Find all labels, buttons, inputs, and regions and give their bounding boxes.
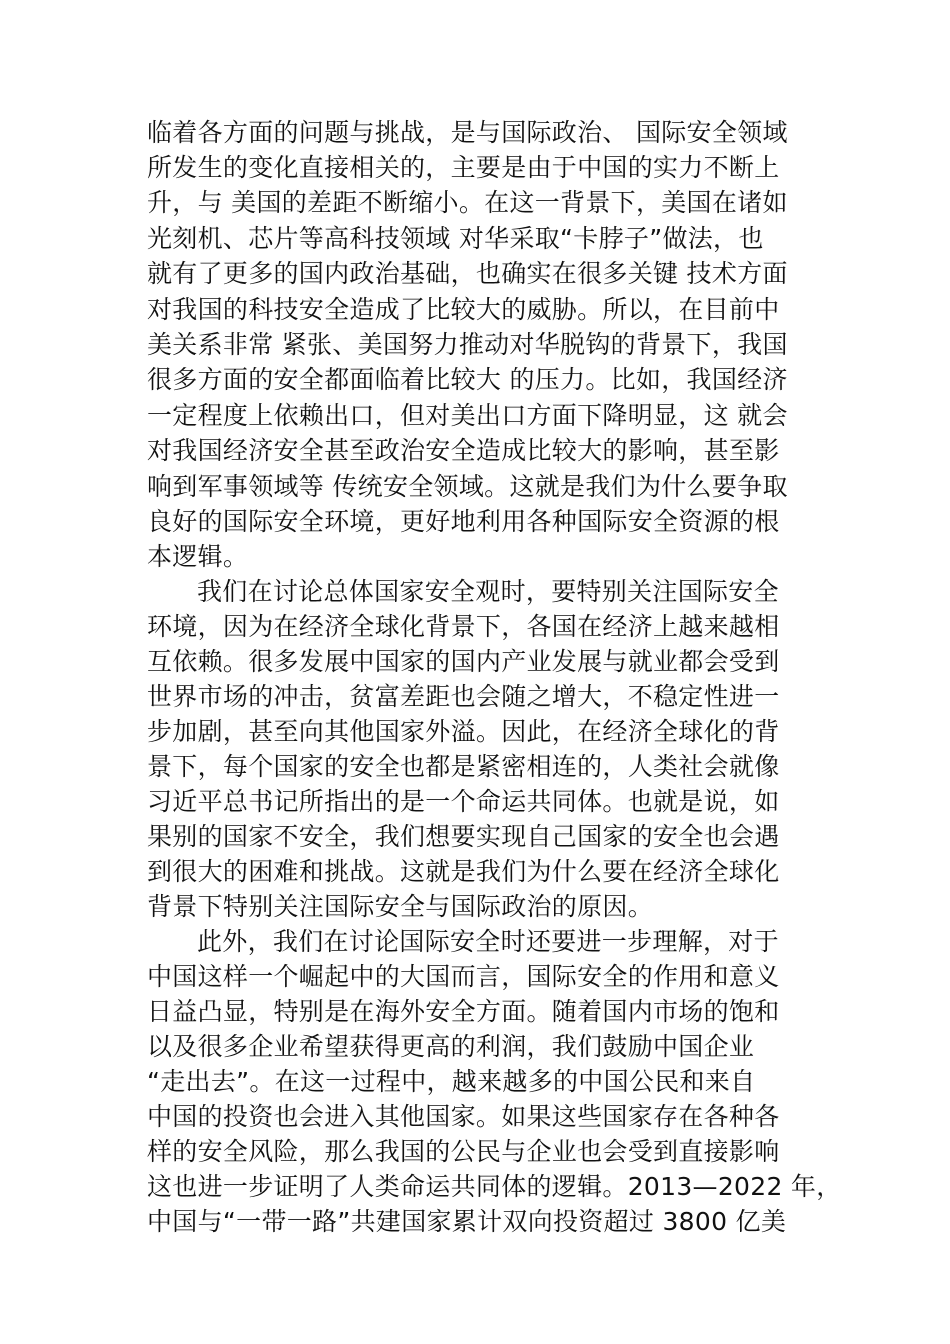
text-line: 中国的投资也会进入其他国家。如果这些国家存在各种各 [147,1102,780,1131]
text-line: 对我国经济安全甚至政治安全造成比较大的影响，甚至影 [147,436,780,465]
text-line: “走出去”。在这一过程中，越来越多的中国公民和来自 [147,1067,756,1096]
text-line: 果别的国家不安全，我们想要实现自己国家的安全也会遇 [147,822,780,851]
text-line: 良好的国际安全环境，更好地利用各种国际安全资源的根 [147,507,780,536]
text-line: 以及很多企业希望获得更高的利润，我们鼓励中国企业 [147,1032,755,1061]
text-line: 样的安全风险，那么我国的公民与企业也会受到直接影响 [147,1137,780,1166]
text-line: 景下，每个国家的安全也都是紧密相连的，人类社会就像 [147,752,780,781]
text-line: 中国这样一个崛起中的大国而言，国际安全的作用和意义 [147,962,780,991]
text-line: 就有了更多的国内政治基础，也确实在很多关键 技术方面 [147,259,788,288]
text-line: 临着各方面的问题与挑战，是与国际政治、 国际安全领域 [147,118,788,147]
text-line: 日益凸显，特别是在海外安全方面。随着国内市场的饱和 [147,997,780,1026]
text-line: 这也进一步证明了人类命运共同体的逻辑。2013—2022 年， [147,1172,842,1201]
text-line: 步加剧，甚至向其他国家外溢。因此，在经济全球化的背 [147,717,780,746]
paragraph-first-line: 此外，我们在讨论国际安全时还要进一步理解，对于 [197,927,779,956]
text-line: 世界市场的冲击，贫富差距也会随之增大，不稳定性进一 [147,682,780,711]
text-line: 环境，因为在经济全球化背景下，各国在经济上越来越相 [147,612,780,641]
paragraph-first-line: 我们在讨论总体国家安全观时，要特别关注国际安全 [197,577,779,606]
text-line: 到很大的困难和挑战。这就是我们为什么要在经济全球化 [147,857,780,886]
text-line: 习近平总书记所指出的是一个命运共同体。也就是说，如 [147,787,780,816]
text-line: 响到军事领域等 传统安全领域。这就是我们为什么要争取 [147,472,788,501]
text-line: 背景下特别关注国际安全与国际政治的原因。 [147,892,654,921]
text-line: 很多方面的安全都面临着比较大 的压力。比如，我国经济 [147,365,788,394]
text-line: 光刻机、芯片等高科技领域 对华采取“卡脖子”做法，也 [147,224,764,253]
text-line: 互依赖。很多发展中国家的国内产业发展与就业都会受到 [147,647,780,676]
text-line: 升，与 美国的差距不断缩小。在这一背景下，美国在诸如 [147,188,788,217]
text-line: 中国与“一带一路”共建国家累计双向投资超过 3800 亿美 [147,1207,787,1236]
text-line: 本逻辑。 [147,542,249,571]
text-line: 美关系非常 紧张、美国努力推动对华脱钩的背景下，我国 [147,330,788,359]
text-line: 所发生的变化直接相关的，主要是由于中国的实力不断上 [147,153,780,182]
text-line: 对我国的科技安全造成了比较大的威胁。所以，在目前中 [147,295,780,324]
text-line: 一定程度上依赖出口，但对美出口方面下降明显，这 就会 [147,401,788,430]
